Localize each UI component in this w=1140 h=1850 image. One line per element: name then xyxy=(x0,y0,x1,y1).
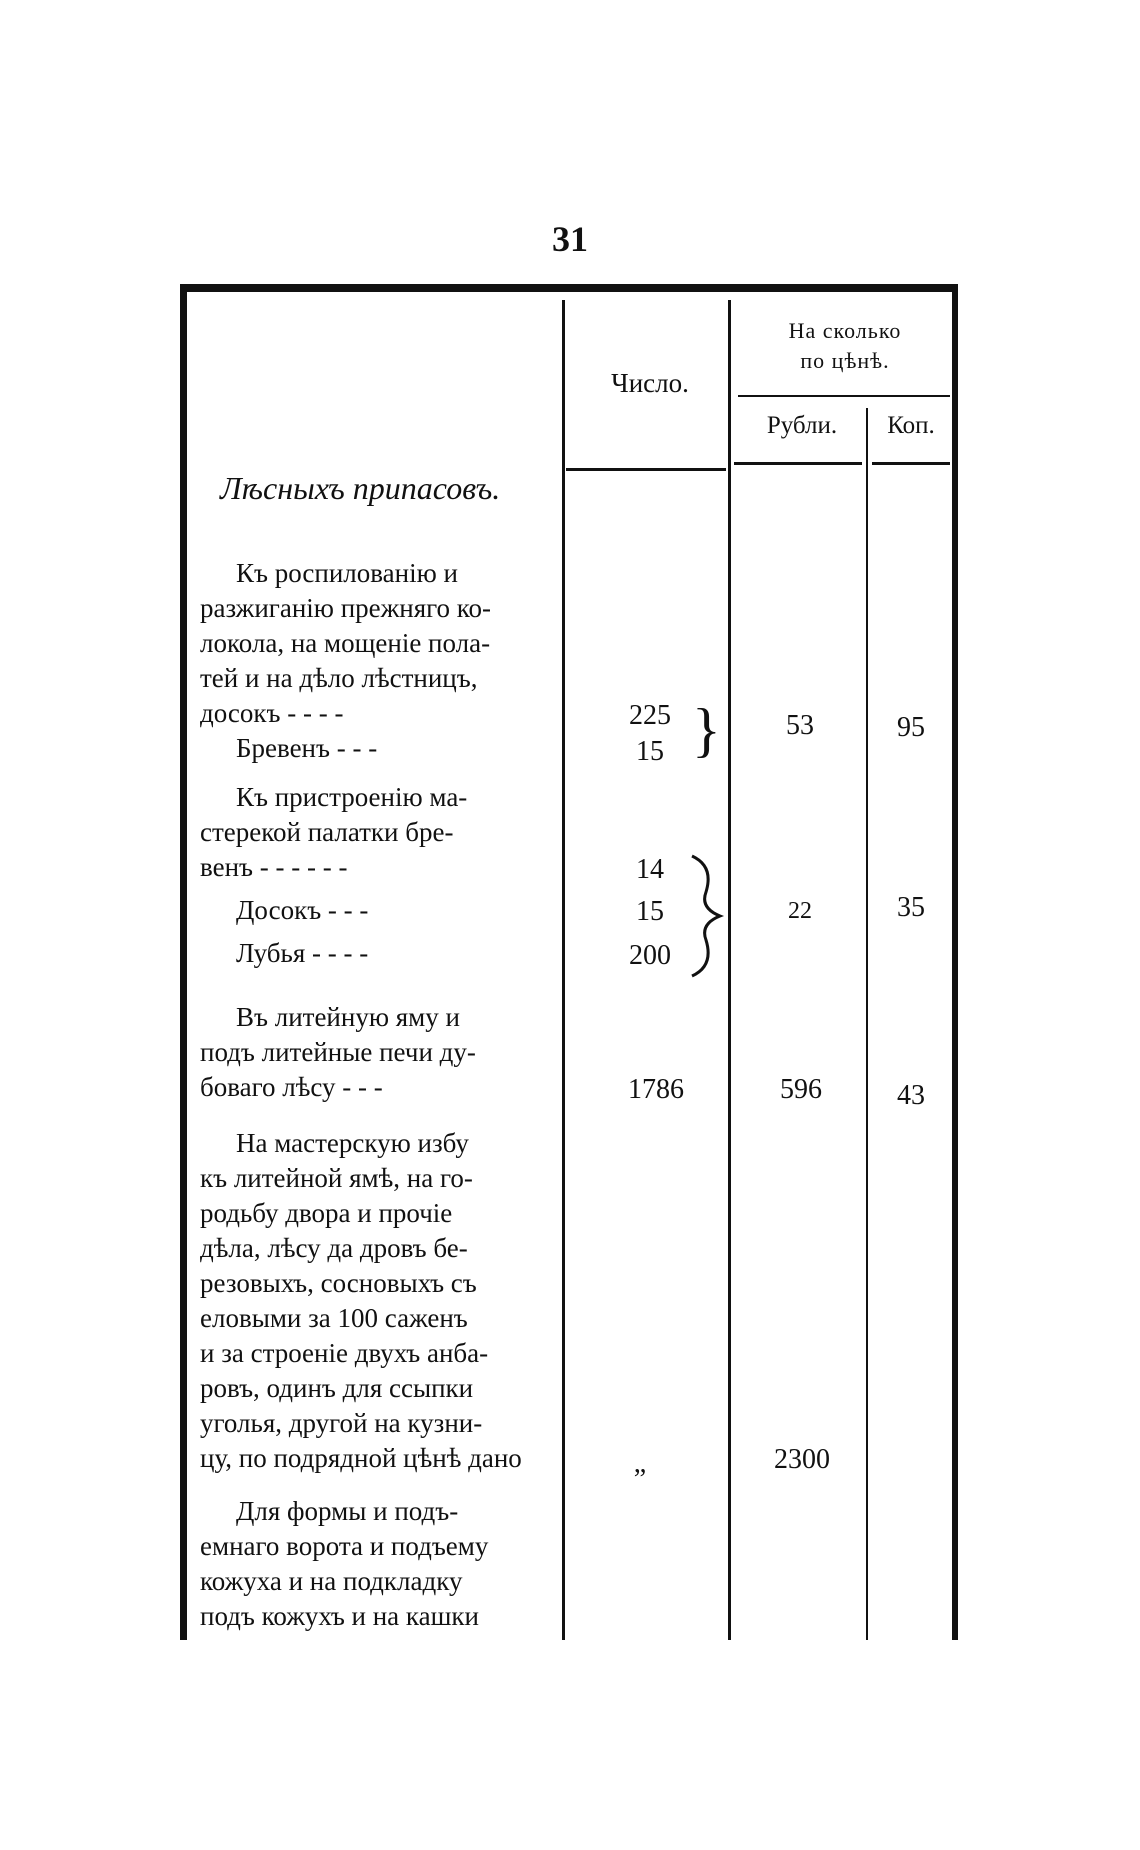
page-number: 31 xyxy=(552,219,588,259)
column-divider-rubli xyxy=(866,408,868,1640)
entry-2-kop: 35 xyxy=(897,892,925,923)
header-na-skolko-line1: На сколько xyxy=(788,318,902,343)
header-rule-rubli xyxy=(734,462,862,465)
entry-3-kop: 43 xyxy=(897,1080,925,1111)
entry-4-line: резовыхъ, сосновыхъ съ xyxy=(200,1268,477,1298)
entry-2-qty3: 200 xyxy=(629,940,671,971)
entry-2-sub1: Досокъ - - - xyxy=(236,895,369,925)
entry-4-rubli: 2300 xyxy=(774,1444,830,1475)
entry-1-qty1: 225 xyxy=(629,700,671,731)
entry-4-line: родьбу двора и прочіе xyxy=(200,1198,453,1228)
entry-5-line: кожуха и на подкладку xyxy=(200,1566,463,1596)
entry-4-qty: „ xyxy=(633,1448,647,1479)
entry-5-line: емнаго ворота и подъему xyxy=(200,1531,489,1561)
entry-1-line: Къ роспилованію и xyxy=(236,558,458,588)
entry-2-qty1: 14 xyxy=(636,854,664,885)
section-title: Лѣсныхъ припасовъ. xyxy=(220,470,501,506)
header-na-skolko xyxy=(740,316,950,376)
entry-2-line: венъ - - - - - - xyxy=(200,852,348,882)
header-chislo: Число. xyxy=(611,368,689,398)
column-divider-text xyxy=(562,300,565,1640)
entry-4-line: еловыми за 100 саженъ xyxy=(200,1303,468,1333)
entry-5 xyxy=(200,1494,546,1634)
header-line-price xyxy=(738,395,950,397)
entry-2-qty2: 15 xyxy=(636,896,664,927)
entry-3-line: подъ литейные печи ду- xyxy=(200,1037,476,1067)
entry-1-line: досокъ - - - - xyxy=(200,698,344,728)
entry-1-kop: 95 xyxy=(897,712,925,743)
entry-1 xyxy=(200,556,546,766)
entry-1-qty2: 15 xyxy=(636,736,664,767)
entry-3-line: боваго лѣсу - - - xyxy=(200,1072,383,1102)
header-na-skolko-line2: по цѣнѣ. xyxy=(800,348,890,373)
entry-4-line: дѣла, лѣсу да дровъ бе- xyxy=(200,1233,468,1263)
entry-4-line: и за строеніе двухъ анба- xyxy=(200,1338,489,1368)
entry-2-line: Къ пристроенію ма- xyxy=(236,782,468,812)
header-kop: Коп. xyxy=(887,412,935,439)
entry-4-line: На мастерскую избу xyxy=(236,1128,469,1158)
entry-4 xyxy=(200,1126,546,1476)
entry-4-line: уголья, другой на кузни- xyxy=(200,1408,483,1438)
header-rubli: Рубли. xyxy=(766,412,838,439)
entry-5-line: подъ кожухъ и на кашки xyxy=(200,1601,479,1631)
entry-1-sub: Бревенъ - - - xyxy=(236,733,378,763)
entry-4-line: къ литейной ямѣ, на го- xyxy=(200,1163,473,1193)
entry-1-line: локола, на мощеніе пола- xyxy=(200,628,491,658)
column-divider-qty xyxy=(728,300,731,1640)
entry-2-line: стерекой палатки бре- xyxy=(200,817,454,847)
entry-2-sub2: Лубья - - - - xyxy=(236,938,369,968)
entry-3-rubli: 596 xyxy=(780,1074,822,1105)
entry-3-line: Въ литейную яму и xyxy=(236,1002,460,1032)
entry-1-line: тей и на дѣло лѣстницъ, xyxy=(200,663,478,693)
entry-4-line: ровъ, одинъ для ссыпки xyxy=(200,1373,474,1403)
entry-3-qty: 1786 xyxy=(628,1074,684,1105)
header-rule-kop xyxy=(872,462,950,465)
entry-3 xyxy=(200,1000,546,1105)
entry-1-line: разжиганію прежняго ко- xyxy=(200,593,492,623)
entry-1-rubli: 53 xyxy=(786,710,814,741)
entry-2-rubli: 22 xyxy=(788,898,812,924)
header-rule-qty xyxy=(566,468,726,471)
entry-4-line: цу, по подрядной цѣнѣ дано xyxy=(200,1443,522,1473)
entry-5-line: Для формы и подъ- xyxy=(236,1496,459,1526)
entry-2 xyxy=(200,780,546,971)
entry-1-brace: } xyxy=(692,697,721,763)
entry-2-brace xyxy=(686,852,726,980)
